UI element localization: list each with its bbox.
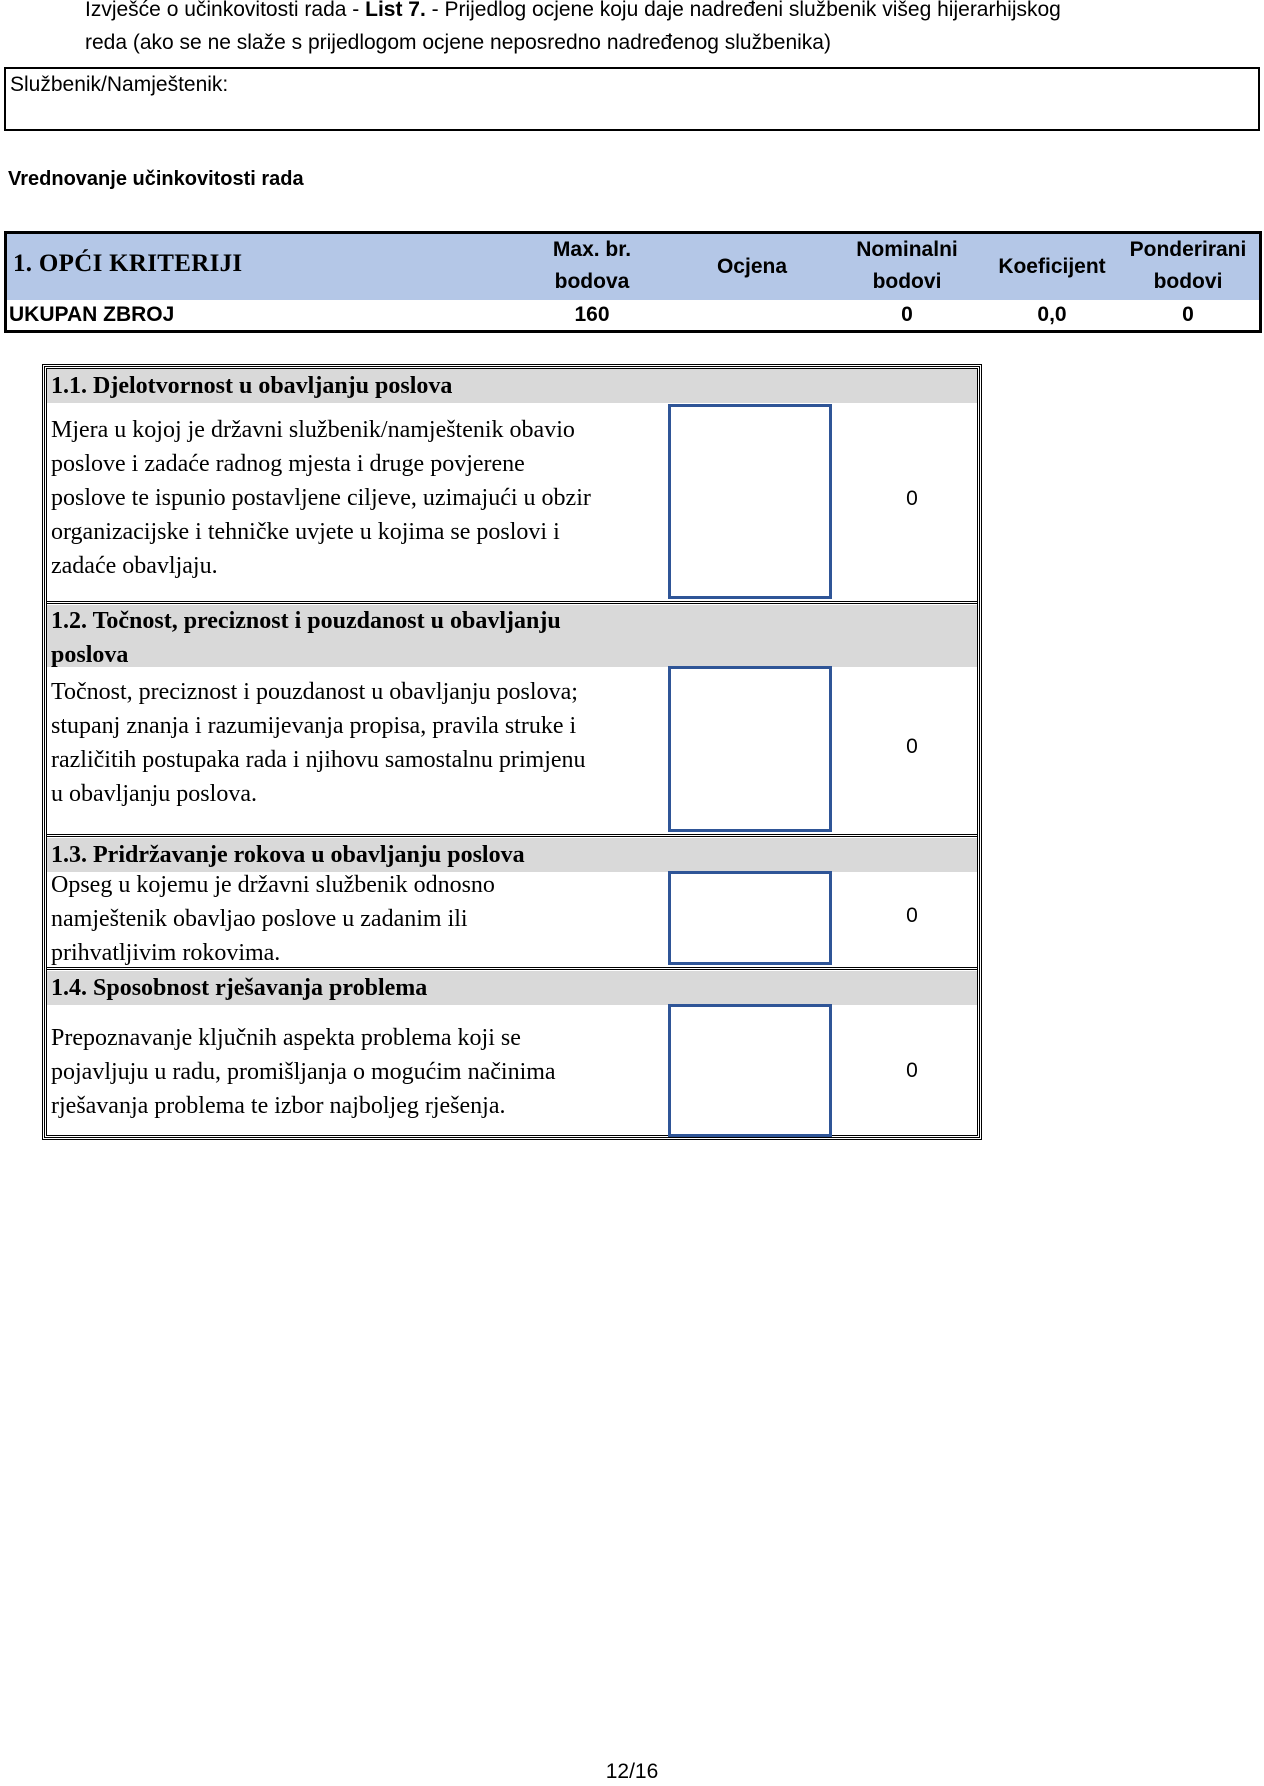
criterion-1-2-title-row (47, 605, 977, 667)
employee-field[interactable] (4, 67, 1260, 131)
criterion-1-2-title (51, 604, 561, 672)
criteria-table (42, 364, 982, 1140)
total-label: UKUPAN ZBROJ (9, 303, 175, 326)
total-nominal-points: 0 (901, 303, 913, 326)
criterion-1-2-desc-line: u obavljanju poslova. (51, 781, 257, 807)
summary-total-row (7, 300, 1259, 330)
column-max-line2: bodova (554, 270, 630, 293)
header-prefix: Izvješće o učinkovitosti rada - (85, 0, 366, 21)
criterion-1-3-score-input[interactable] (668, 871, 832, 965)
column-ocjena: Ocjena (716, 255, 788, 278)
row-separator (47, 967, 977, 970)
criterion-1-1-title: 1.1. Djelotvornost u obavljanju poslova (51, 373, 453, 399)
criterion-1-4-score-input[interactable] (668, 1004, 832, 1137)
employee-label: Službenik/Namještenik: (10, 73, 229, 96)
criterion-1-2-desc-line: stupanj znanja i razumijevanja propisa, pravila struke i (51, 713, 577, 739)
column-max-points (507, 234, 677, 298)
criterion-1-4-title-row (47, 971, 977, 1005)
criterion-1-1-points: 0 (906, 487, 918, 510)
criterion-1-4-desc-line: Prepoznavanje ključnih aspekta problema koji se (51, 1025, 521, 1051)
criterion-1-1-desc-line: poslove i zadaće radnog mjesta i druge povjerene (51, 451, 525, 477)
criterion-1-4-description (51, 1021, 671, 1123)
column-coefficient: Koeficijent (998, 255, 1106, 278)
row-separator (47, 834, 977, 837)
criterion-1-3-points: 0 (906, 904, 918, 927)
header-list-number: List 7. (365, 0, 426, 21)
column-weighted-points (1117, 234, 1259, 298)
criterion-1-1-desc-line: poslove te ispunio postavljene ciljeve, uzimajući u obzir (51, 485, 591, 511)
criterion-1-3-title-row (47, 838, 977, 872)
header-suffix: - Prijedlog ocjene koju daje nadređeni službenik višeg hijerarhijskog (425, 0, 1061, 21)
criterion-1-1-description (51, 413, 671, 583)
criterion-1-4-desc-line: rješavanja problema te izbor najboljeg rješenja. (51, 1093, 506, 1119)
criterion-1-2-title-line1: 1.2. Točnost, preciznost i pouzdanost u obavljanju (51, 608, 561, 634)
general-criteria-summary-table (4, 231, 1262, 333)
criterion-1-4-points: 0 (906, 1059, 918, 1082)
total-max-points: 160 (574, 303, 610, 326)
criterion-1-2-desc-line: različitih postupaka rada i njihovu samostalnu primjenu (51, 747, 586, 773)
column-weighted-line2: bodovi (1153, 270, 1223, 293)
criterion-1-4-title: 1.4. Sposobnost rješavanja problema (51, 975, 428, 1001)
criterion-1-3-description (51, 868, 671, 970)
criterion-1-2-description (51, 675, 671, 811)
summary-header-row (7, 234, 1259, 300)
criterion-1-2-title-line2: poslova (51, 642, 129, 668)
report-header-line-2: reda (ako se ne slaže s prijedlogom ocjene neposredno nadređenog službenika) (85, 31, 831, 54)
criterion-1-2-points: 0 (906, 735, 918, 758)
criterion-1-3-title: 1.3. Pridržavanje rokova u obavljanju poslova (51, 842, 525, 868)
criterion-1-1-desc-line: organizacijske i tehničke uvjete u kojima se poslovi i (51, 519, 560, 545)
criterion-1-1-desc-line: zadaće obavljaju. (51, 553, 218, 579)
criterion-1-3-desc-line: namještenik obavljao poslove u zadanim ili (51, 906, 468, 932)
total-weighted-points: 0 (1182, 303, 1194, 326)
section-title: Vrednovanje učinkovitosti rada (8, 168, 304, 190)
column-nominal-line1: Nominalni (856, 238, 958, 261)
column-nominal-line2: bodovi (872, 270, 942, 293)
total-coefficient: 0,0 (1037, 303, 1067, 326)
criterion-1-2-desc-line: Točnost, preciznost i pouzdanost u obavljanju poslova; (51, 679, 578, 705)
criterion-1-2-score-input[interactable] (668, 666, 832, 832)
column-weighted-line1: Ponderirani (1129, 238, 1247, 261)
criterion-1-3-desc-line: Opseg u kojemu je državni službenik odnosno (51, 872, 495, 898)
criterion-1-4-desc-line: pojavljuju u radu, promišljanja o mogućim načinima (51, 1059, 556, 1085)
criteria-table-inner (46, 368, 978, 1136)
criterion-1-1-title-row (47, 369, 977, 403)
column-nominal-points (827, 234, 987, 298)
criterion-1-1-desc-line: Mjera u kojoj je državni službenik/namještenik obavio (51, 417, 575, 443)
criterion-1-1-score-input[interactable] (668, 404, 832, 599)
page-number: 12/16 (605, 1760, 659, 1783)
column-max-line1: Max. br. (552, 238, 632, 261)
report-header-line-1 (85, 0, 1061, 25)
criterion-1-3-desc-line: prihvatljivim rokovima. (51, 940, 281, 966)
summary-title: 1. OPĆI KRITERIJI (13, 250, 243, 277)
